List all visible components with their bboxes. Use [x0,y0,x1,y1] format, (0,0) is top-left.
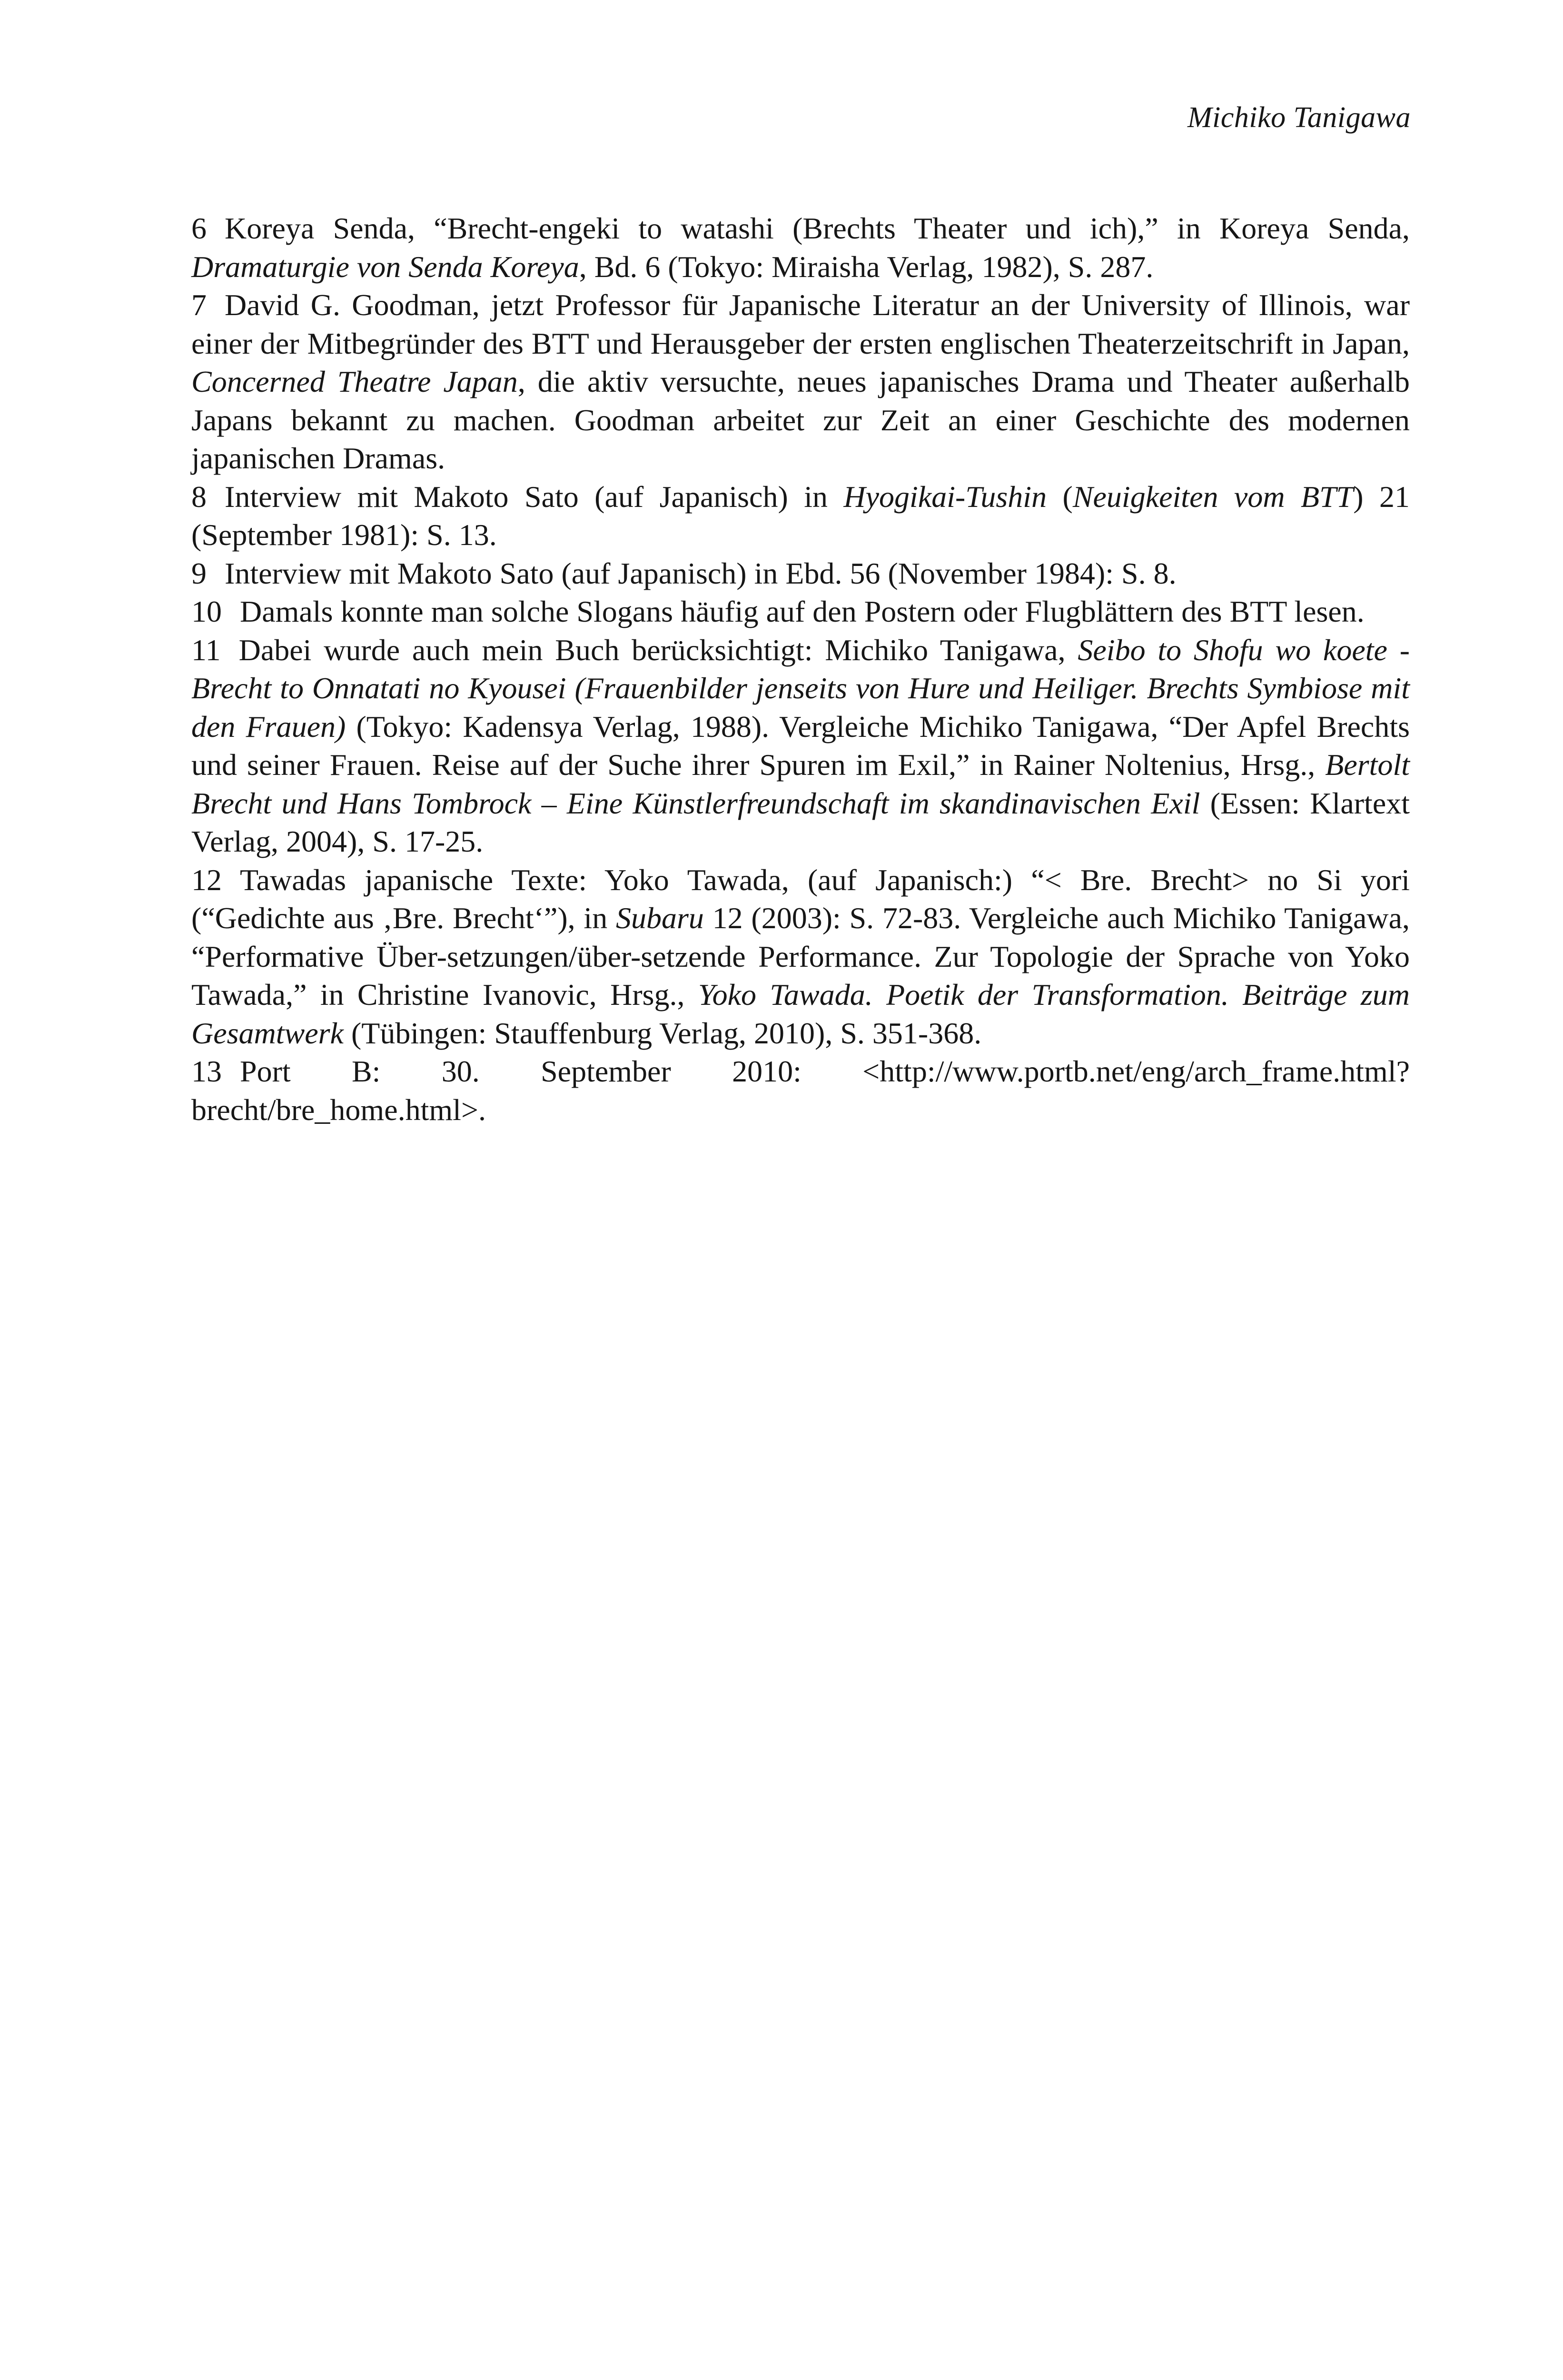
endnote-text: (Tokyo: Kadensya Verlag, 1988). Vergleiche Michiko Tanigawa, “Der Apfel Brechts und seiner Frauen. Reise auf der Suche ihrer Spuren im Exil,” in Rainer Noltenius, Hrsg., [191,709,1410,782]
endnote-10 [191,593,1410,631]
endnote-number: 6 [191,211,207,245]
endnote-text: , Bd. 6 (Tokyo: Miraisha Verlag, 1982), S. 287. [579,249,1154,284]
endnote-text: David G. Goodman, jetzt Professor für Japanische Literatur an der University of Illinois, war einer der Mitbegründer des BTT und Herausgeber der ersten englischen Theaterzeitschrift in Japan, [191,288,1410,360]
endnote-12 [191,861,1410,1053]
endnote-number: 13 [191,1054,222,1088]
endnote-italic-text: Dramaturgie von Senda Koreya [191,249,579,284]
endnote-number: 9 [191,556,207,590]
endnote-number: 10 [191,595,222,628]
endnote-7 [191,286,1410,478]
endnote-text: Damals konnte man solche Slogans häufig auf den Postern oder Flugblättern des BTT lesen. [240,595,1365,628]
endnote-13 [191,1052,1410,1129]
endnote-8 [191,478,1410,555]
endnote-9 [191,555,1410,593]
running-head: Michiko Tanigawa [1187,101,1411,134]
endnote-text: Dabei wurde auch mein Buch berücksichtigt: Michiko Tanigawa, [238,633,1078,667]
endnote-italic-text: Neuigkeiten vom BTT [1072,479,1354,514]
endnote-11 [191,631,1410,861]
endnote-6 [191,209,1410,286]
endnote-number: 7 [191,288,207,322]
endnote-number: 11 [191,633,221,667]
endnote-text: Port B: 30. September 2010: <http://www.portb.net/eng/arch_frame.html?brecht/bre_home.html>. [191,1054,1410,1127]
endnote-text: Interview mit Makoto Sato (auf Japanisch) in Ebd. 56 (November 1984): S. 8. [225,556,1177,590]
endnote-italic-text: Yoko Tawada. Poetik der Transformation. Beiträge zum Gesamtwerk [191,978,1410,1050]
endnote-italic-text: Seibo to Shofu wo koete -Brecht to Onnatati no Kyousei (Frauenbilder jenseits von Hure und Heiliger. Brechts Symbiose mit den Frauen) [191,633,1410,744]
endnote-italic-text: Subaru [615,901,704,935]
endnote-italic-text: Hyogikai-Tushin [843,479,1047,514]
endnote-number: 8 [191,479,207,514]
endnote-text: Interview mit Makoto Sato (auf Japanisch) in [225,479,844,514]
endnotes [191,209,1410,1129]
endnote-text: (Essen: Klartext Verlag, 2004), S. 17-25. [191,786,1410,858]
endnote-text: ( [1047,479,1073,514]
endnote-italic-text: Bertolt Brecht und Hans Tombrock – Eine Künstlerfreundschaft im skandinavischen Exil [191,748,1410,820]
endnote-text: Koreya Senda, “Brecht-engeki to watashi (Brechts Theater und ich),” in Koreya Senda, [225,211,1410,245]
endnote-text: 12 (2003): S. 72-83. Vergleiche auch Michiko Tanigawa, “Performative Über-setzungen/über-setzende Performance. Zur Topologie der Sprache von Yoko Tawada,” in Christine Ivanovic, Hrsg., [191,901,1410,1012]
endnote-text: (Tübingen: Stauffenburg Verlag, 2010), S. 351-368. [343,1016,982,1050]
endnote-text: Tawadas japanische Texte: Yoko Tawada, (auf Japanisch:) “< Bre. Brecht> no Si yori (“Gedichte aus ‚Bre. Brecht‘”), in [191,863,1410,935]
endnote-text: , die aktiv versuchte, neues japanisches Drama und Theater außerhalb Japans bekannt zu machen. Goodman arbeitet zur Zeit an einer Geschichte des modernen japanischen Dramas. [191,365,1410,475]
endnote-text: ) 21 (September 1981): S. 13. [191,479,1410,552]
endnote-italic-text: Concerned Theatre Japan [191,365,518,398]
endnote-number: 12 [191,863,222,897]
